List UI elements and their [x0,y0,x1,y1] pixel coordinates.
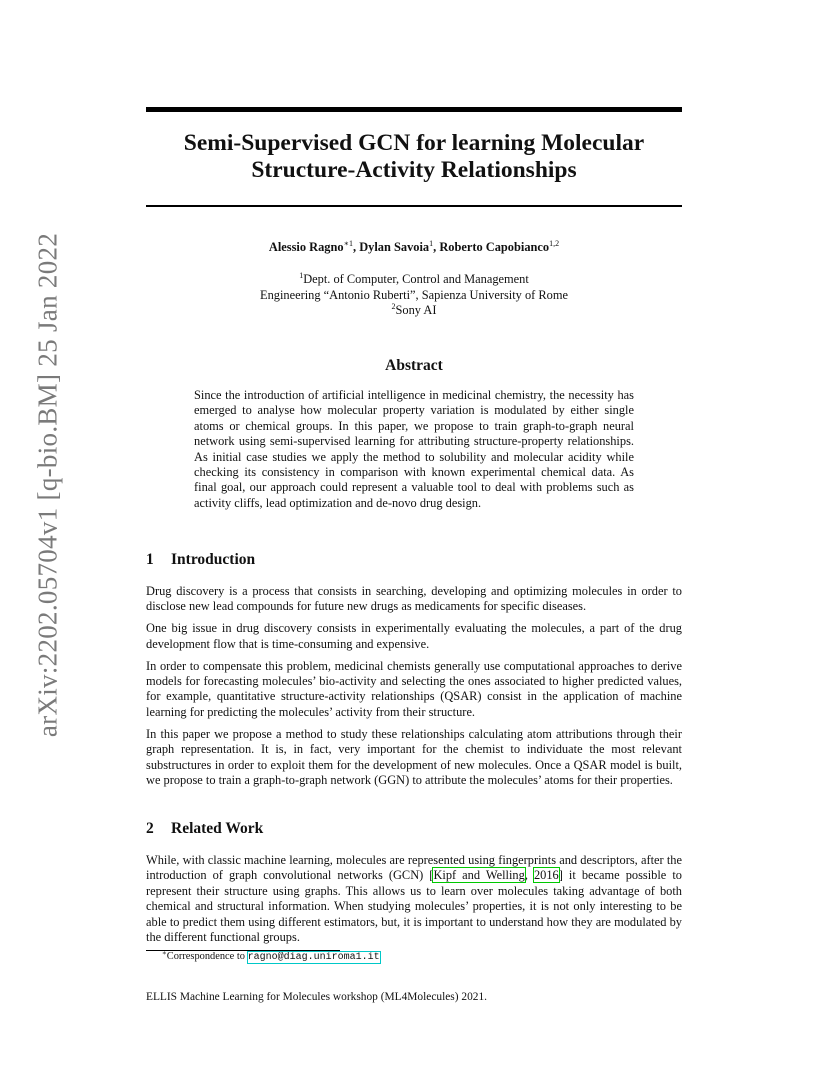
affiliation-mark: 1 [299,271,304,280]
arxiv-identifier: arXiv:2202.05704v1 [q-bio.BM] 25 Jan 2022 [32,232,63,738]
citation-year-link[interactable]: 2016 [533,868,559,883]
footnote [162,951,380,963]
paragraph [146,853,682,945]
author-name: Roberto Capobianco [439,240,550,254]
title-line-2: Structure-Activity Relationships [251,157,577,183]
author-name: Dylan Savoia [359,240,430,254]
section-heading-related-work [146,820,263,838]
section-number: 2 [146,820,154,837]
author-name: Alessio Ragno [268,240,344,254]
paragraph: In order to compensate this problem, medicinal chemists generally use computational approaches to derive models for forecasting molecules’ bio-activity and selecting the ones associated to higher predicted values, for example, quantitative structure-activity relationships (QSAR) consist in the application of machine learning for predicting the molecules’ activity from their structure. [146,658,682,719]
paragraph: One big issue in drug discovery consists in experimentally evaluating the molecules, a part of the drug development flow that is time-consuming and expensive. [146,621,682,651]
related-work-body [146,853,682,952]
title-top-rule [146,107,682,112]
introduction-body [146,584,682,795]
section-heading-introduction [146,551,255,569]
title-bottom-rule [146,205,682,207]
author-affiliation-mark: ∗1 [343,239,354,248]
citation-separator: , [524,868,534,883]
email-link[interactable]: ragno@diag.uniroma1.it [247,952,380,963]
affiliation-mark: 2 [391,302,396,311]
affiliations [146,272,682,319]
author-affiliation-mark: 1,2 [549,239,560,248]
author-affiliation-mark: 1 [429,239,434,248]
affiliation-line: Engineering “Antonio Ruberti”, Sapienza University of Rome [260,287,568,302]
paragraph-text: ] it became possible to represent their structure using graphs. This allows us to learn over molecules taking advantage of both chemical and structural information. When studying molecules’ properties, it is not only interesting to be able to predict them using different estimators, but, it is important to understand how they are modulated by the different functional groups. [146,868,682,945]
footnote-text: Correspondence to [166,951,248,962]
paper-title [146,130,682,184]
affiliation-line: Dept. of Computer, Control and Management [303,272,529,286]
section-title: Related Work [171,820,264,837]
abstract-text: Since the introduction of artificial intelligence in medicinal chemistry, the necessity has emerged to analyse how molecular property variation is modulated by either single atoms or chemical groups. In this paper, we propose to train graph-to-graph neural network using semi-supervised learning for attributing structure-property relationships. As initial case studies we apply the method to solubility and molecular acidity while checking its consistency in comparison with known experimental chemical data. As final goal, our approach could represent a valuable tool to deal with problems such as activity cliffs, lead optimization and de-novo drug design. [194,388,634,510]
section-title: Introduction [171,551,256,568]
footnote-mark: ∗ [162,949,167,957]
abstract-heading: Abstract [385,357,443,374]
paragraph: In this paper we propose a method to study these relationships calculating atom attributions through their graph representation. It is, in fact, very important for the chemist to individuate the most relevant substructures in order to exploit them for the development of new molecules. Once a QSAR model is built, we propose to train a graph-to-graph network (GGN) to attribute the molecules’ atoms for their properties. [146,726,682,787]
citation-link[interactable]: Kipf and Welling [433,868,525,883]
paragraph-text: While, with classic machine learning, molecules are represented using fingerprints and descriptors, after the introduction of graph convolutional networks (GCN) [ [146,853,682,883]
title-line-1: Semi-Supervised GCN for learning Molecular [183,130,645,156]
section-number: 1 [146,551,154,568]
author-list: Alessio Ragno$^{∗1}$, Dylan Savoia$^1$, Roberto Capobianco$^{1,2}$ [268,239,560,254]
affiliation-line: Sony AI [395,303,437,317]
venue-note: ELLIS Machine Learning for Molecules workshop (ML4Molecules) 2021. [146,991,488,1003]
paragraph: Drug discovery is a process that consists in searching, developing and optimizing molecules in order to disclose new lead compounds for future new drugs as medicaments for specific diseases. [146,584,682,614]
